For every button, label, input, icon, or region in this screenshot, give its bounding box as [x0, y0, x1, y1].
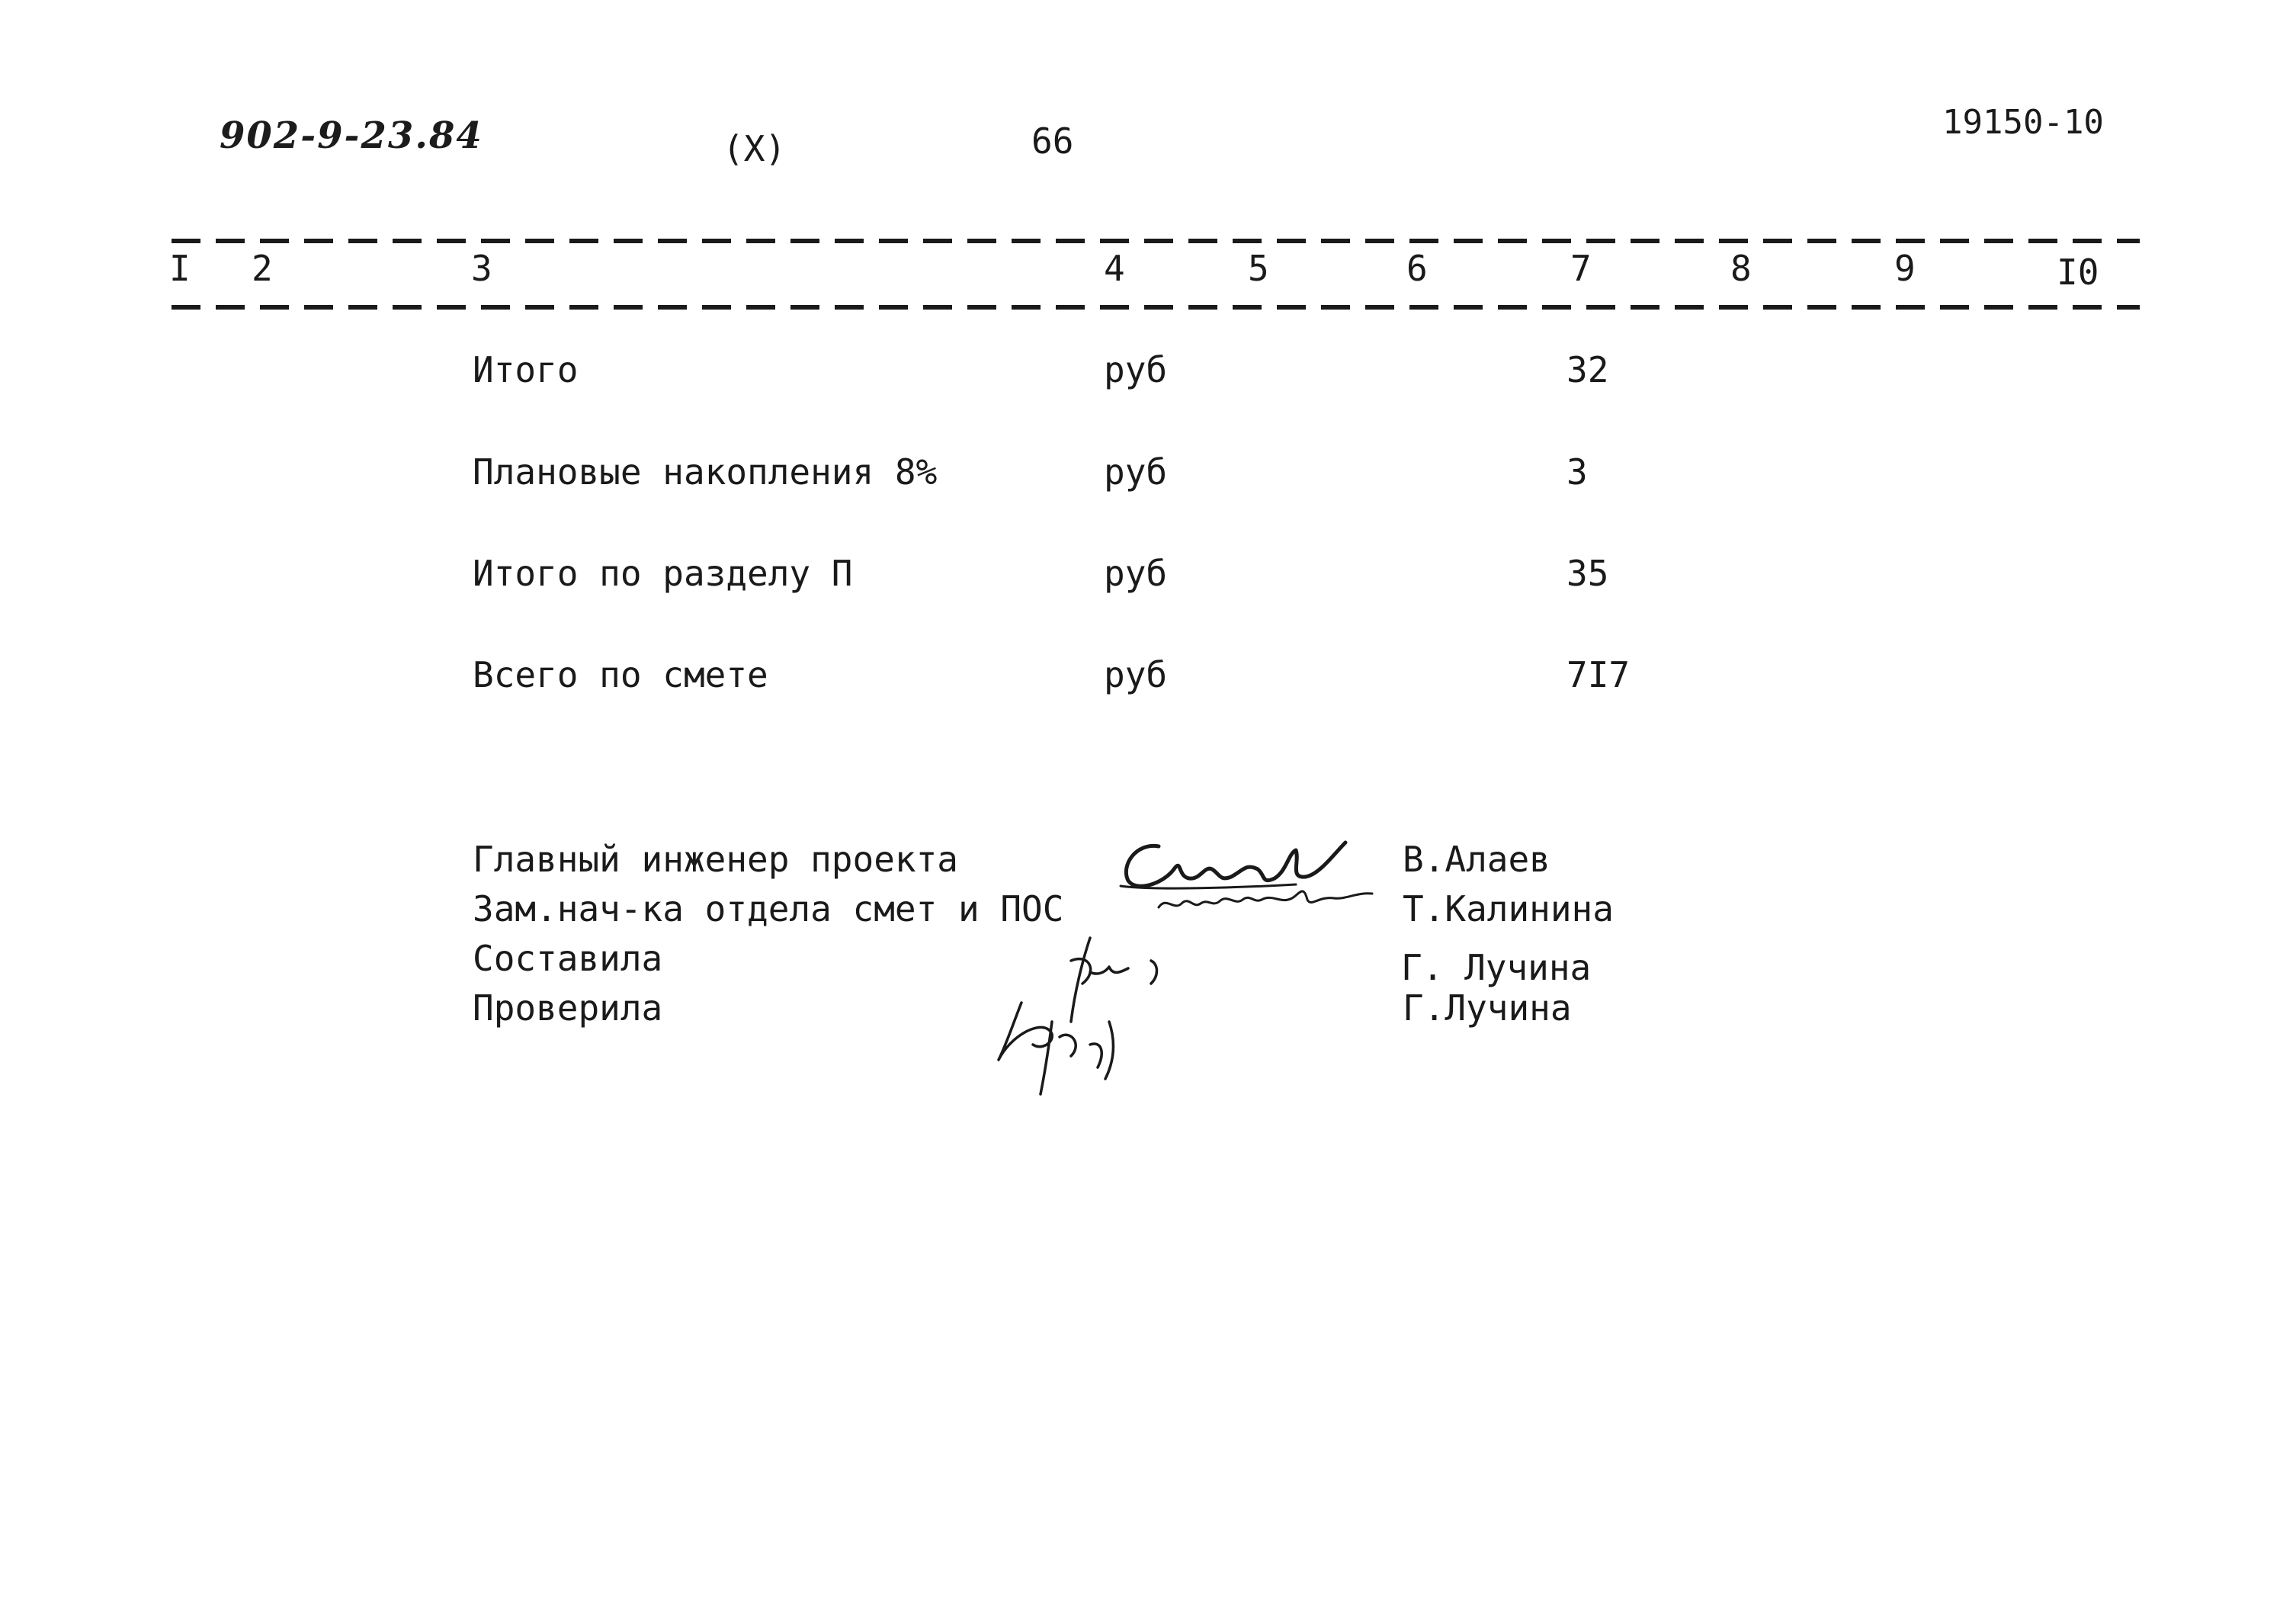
- row-value: 7I7: [1566, 654, 1631, 695]
- row-unit: руб: [1104, 451, 1168, 493]
- row-label: Всего по смете: [473, 654, 768, 695]
- signature-scribble-luchina: [976, 930, 1204, 1098]
- row-value: 32: [1566, 349, 1609, 390]
- row-unit: руб: [1104, 349, 1168, 390]
- row-label: Итого: [473, 349, 579, 390]
- column-header-3: 3: [471, 248, 492, 289]
- header-rule-bottom: [172, 305, 2140, 310]
- column-header-10: I0: [2057, 252, 2099, 293]
- row-label: Итого по разделу П: [473, 553, 853, 594]
- row-value: 3: [1566, 451, 1588, 493]
- signatory-name: Г. Лучина: [1401, 947, 1592, 988]
- column-header-9: 9: [1894, 248, 1916, 289]
- row-unit: руб: [1104, 553, 1168, 594]
- row-label: Плановые накопления 8%: [473, 451, 938, 493]
- archive-number: 19150-10: [1942, 103, 2104, 142]
- signatory-role: Зам.нач-ка отдела смет и ПОС: [473, 888, 1064, 929]
- column-header-1: I: [169, 248, 191, 289]
- signatory-name: Г.Лучина: [1403, 987, 1572, 1029]
- column-header-4: 4: [1104, 248, 1125, 289]
- signatory-role: Проверила: [473, 987, 663, 1029]
- header-rule-top: [172, 239, 2140, 243]
- column-header-2: 2: [252, 248, 273, 289]
- signature-scribble-kalinina: [1151, 877, 1380, 923]
- signatory-name: Т.Калинина: [1403, 888, 1614, 929]
- column-header-6: 6: [1406, 248, 1428, 289]
- column-header-7: 7: [1570, 248, 1592, 289]
- signatory-role: Составила: [473, 938, 663, 979]
- section-mark: (X): [723, 128, 787, 169]
- row-unit: руб: [1104, 654, 1168, 695]
- signatory-name: В.Алаев: [1403, 839, 1550, 880]
- row-value: 35: [1566, 553, 1609, 594]
- signatory-role: Главный инженер проекта: [473, 839, 958, 880]
- page-number: 66: [1031, 120, 1074, 162]
- column-header-5: 5: [1248, 248, 1269, 289]
- doc-code: 902-9-23.84: [220, 114, 483, 157]
- column-header-8: 8: [1730, 248, 1752, 289]
